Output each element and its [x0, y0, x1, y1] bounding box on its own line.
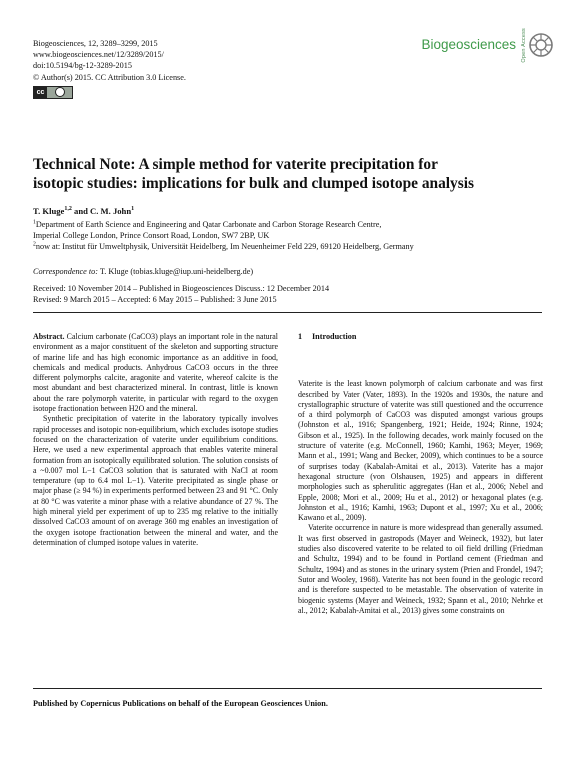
article-dates	[33, 283, 329, 305]
affiliations	[33, 220, 414, 252]
affiliation-1	[33, 220, 414, 231]
abstract-paragraph-1	[33, 332, 278, 414]
affil-mark: 2	[33, 240, 36, 247]
cc-license-icon[interactable]	[33, 86, 73, 99]
author-affil-mark-2: 1	[131, 206, 135, 213]
affiliation-2	[33, 242, 414, 253]
globe-logo-icon	[528, 32, 554, 58]
cc-label: cc	[34, 87, 47, 98]
journal-logo-text: Biogeosciences	[421, 37, 516, 52]
publisher-footer: Published by Copernicus Publications on behalf of the European Geosciences Union.	[33, 699, 328, 708]
section-title: Introduction	[312, 332, 357, 341]
author-name: T. Kluge	[33, 206, 65, 216]
article-title	[33, 155, 553, 193]
abstract-section	[33, 332, 278, 548]
author-list	[33, 206, 134, 216]
abstract-label: Abstract.	[33, 332, 65, 341]
affil-mark: 1	[33, 219, 36, 226]
title-line-2: isotopic studies: implications for bulk and clumped isotope analysis	[33, 175, 474, 192]
journal-reference: Biogeosciences, 12, 3289–3299, 2015	[33, 39, 158, 48]
intro-paragraph-1: Vaterite is the least known polymorph of calcium carbonate and was first described by Vater (Vater, 1893). In the 1920s and 1930s, the nature and crystallographic structure of vaterite was still questioned and the occurrence of a third polymorph of CaCO3 was disputed amongst various groups (Johnston et al., 1916; Spangenberg, 1921; Heide, 1924; Rinne, 1924; Gibson et al., 1925). In the following decades, work mainly focused on the structure of vaterite (e.g. McConnell, 1960; Kamhi, 1963; Meyer, 1969; Mann et al., 1991; Wang and Becker, 2009), which continues to be a source of surprises today (Kabalah-Amitai et al., 2013). Vaterite has a major hexagonal structure (von Olshausen, 1925) and appears in different morphologies such as spherulitic aggregates (Han et al., 2006; Nebel and Epple, 2008; Mori et al., 2009; Hu et al., 2012) or hexagonal plates (e.g. Johnston et al., 1916; Kamhi, 1963; Dupont et al., 1997; Xu et al., 2006; Kawano et al., 2009).	[298, 379, 543, 523]
introduction-section	[298, 332, 543, 616]
open-access-label: Open Access	[521, 28, 527, 63]
attribution-person-icon	[47, 87, 72, 97]
author-name-2: and C. M. John	[74, 206, 132, 216]
dates-published: Revised: 9 March 2015 – Accepted: 6 May 2015 – Published: 3 June 2015	[33, 295, 277, 304]
title-line-1: Technical Note: A simple method for vaterite precipitation for	[33, 156, 438, 173]
abstract-paragraph-2: Synthetic precipitation of vaterite in the laboratory typically involves rapid processes and isotopic non-equilibrium, which excludes isotope studies focused on the characterization of vaterite under equilibrium conditions. Here, we used a new experimental approach that enables vaterite mineral formation from an isotopically equilibrated solution. The solution consists of a ~0.007 mol L−1 CaCO3 solution that is saturated with NaCl at room temperature (up to 6.4 mol L−1). Vaterite precipitated as single phase or major phase (≥ 94 %) in experiments performed between 23 and 91 °C. Only at 80 °C was vaterite a minor phase with a relative abundance of 27 %. The high mineral yield per experiment of up to 235 mg relative to the initially dissolved CaCO3 amount of on average 360 mg enables an investigation of the oxygen isotope fractionation between the mineral and water, and the determination of clumped isotope values in vaterite.	[33, 414, 278, 547]
correspondence-contact[interactable]: T. Kluge (tobias.kluge@iup.uni-heidelberg.de)	[99, 267, 254, 276]
article-metadata	[33, 38, 186, 99]
correspondence-label: Correspondence to:	[33, 267, 98, 276]
affiliation-1-cont: Imperial College London, Prince Consort Road, London, SW7 2BP, UK	[33, 230, 270, 240]
divider	[33, 312, 542, 313]
section-heading	[298, 332, 543, 342]
dates-received: Received: 10 November 2014 – Published in Biogeosciences Discuss.: 12 December 2014	[33, 284, 330, 293]
footer-divider	[33, 688, 542, 689]
affil-2-text: now at: Institut für Umweltphysik, Universität Heidelberg, Im Neuenheimer Feld 229, 69120 Heidelberg, Germany	[35, 241, 414, 251]
intro-paragraph-2: Vaterite occurrence in nature is more widespread than generally assumed. It was first observed in gastropods (Mayer and Weineck, 1932), but later studies also discovered vaterite to be related to oil field drilling (Friedman and Schultz, 1994) and to be found in Portland cement (Friedman and Schultz, 1994) and as stones in the urinary system (Prien and Frondel, 1947; Sutor and Wooley, 1968). Vaterite has not been found in the geologic record and is therefore suspected to be metastable. The observation of vaterite in biogenic systems (Mayer and Weineck, 1932; Spann et al., 2010; Nehrke et al., 2012; Kabalah-Amitai et al., 2013) gives some constraints on	[298, 523, 543, 615]
abstract-text-1: Calcium carbonate (CaCO3) plays an important role in the natural environment as a major constituent of the skeleton and supporting structure of marine life and has high economic importance as an additive in food, chemicals and medical products. Anhydrous CaCO3 occurs in the three different polymorphs calcite, aragonite and vaterite, whereof calcite is the most abundant and best characterized mineral. In contrast, little is known about the rare polymorph vaterite, in particular with regard to the oxygen isotope fractionation between H2O and the mineral.	[33, 332, 279, 414]
article-url[interactable]: www.biogeosciences.net/12/3289/2015/	[33, 50, 164, 60]
section-number: 1	[298, 332, 303, 341]
article-doi[interactable]: doi:10.5194/bg-12-3289-2015	[33, 61, 132, 71]
correspondence	[33, 267, 253, 276]
license-statement: © Author(s) 2015. CC Attribution 3.0 License.	[33, 72, 186, 82]
affil-1-line-1: Department of Earth Science and Engineering and Qatar Carbonate and Carbon Storage Research Centre,	[35, 220, 382, 229]
author-affil-mark: 1,2	[64, 206, 72, 213]
